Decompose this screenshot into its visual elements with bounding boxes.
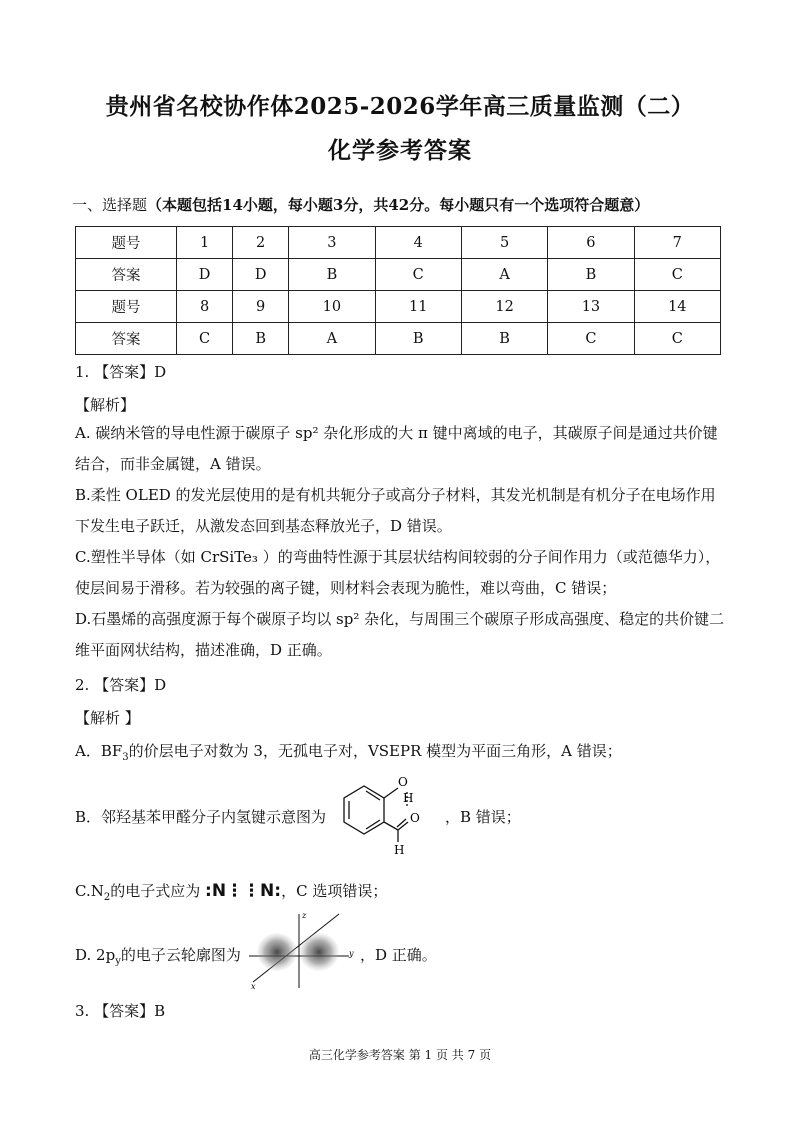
q2-c-post: ，C 选项错误； — [281, 882, 388, 900]
table-cell: 1 — [177, 227, 233, 259]
q1-option-a: A. 碳纳米管的导电性源于碳原子 sp² 杂化形成的大 π 键中离域的电子，其碳原子间是通过共价键结合，而非金属键，A 错误。 — [75, 424, 718, 473]
q1-analysis-label: 【解析】 — [75, 396, 136, 414]
table-cell: A — [461, 259, 547, 291]
table-cell: C — [375, 259, 461, 291]
axis-label-z: z — [302, 911, 307, 920]
table-cell: 6 — [548, 227, 634, 259]
table-row — [76, 323, 721, 355]
q2-b-post: ，B 错误； — [445, 808, 521, 826]
p-orbital-figure — [245, 910, 360, 990]
q1-option-b: B.柔性 OLED 的发光层使用的是有机共轭分子或高分子材料，其发光机制是有机分子在电场作用下发生电子跃迁，从激发态回到基态释放光子，D 错误。 — [75, 486, 716, 535]
table-cell: 5 — [461, 227, 547, 259]
q1-option-c: C.塑性半导体（如 CrSiTe₃ ）的弯曲特性源于其层状结构间较弱的分子间作用力（或范德华力），使层间易于滑移。若为较强的离子键，则材料会表现为脆性，难以弯曲，C 错误； — [75, 548, 721, 597]
q2-option-a — [75, 740, 622, 763]
answer-table — [75, 226, 721, 355]
q2-d-mid: 的电子云轮廓图为 — [120, 946, 241, 964]
table-cell: 14 — [634, 291, 720, 323]
q1-option-d: D.石墨烯的高强度源于每个碳原子均以 sp² 杂化，与周围三个碳原子形成高强度、稳定的共价键二维平面网状结构，描述准确，D 正确。 — [75, 610, 725, 659]
table-cell: 2 — [233, 227, 289, 259]
table-cell: 11 — [375, 291, 461, 323]
axis-label-x: x — [251, 982, 256, 990]
fig-label-o2: O — [410, 811, 420, 825]
page-subtitle: 化学参考答案 — [328, 137, 472, 164]
fig-label-h: H — [403, 791, 414, 805]
page-title: 贵州省名校协作体2025-2026学年高三质量监测（二） — [105, 93, 695, 120]
n2-electron-formula: :N⋮⋮N: — [205, 881, 282, 901]
fig-label-h2: H — [394, 843, 405, 856]
table-row-header: 题号 — [76, 227, 177, 259]
q2-d-pre: D. 2p — [75, 946, 116, 964]
axis-label-y: y — [349, 949, 354, 958]
table-cell: 9 — [233, 291, 289, 323]
table-row — [76, 227, 721, 259]
q2-option-c — [75, 880, 387, 903]
section-heading — [72, 194, 649, 215]
table-row — [76, 291, 721, 323]
table-cell: 10 — [289, 291, 375, 323]
table-cell: 3 — [289, 227, 375, 259]
q2-a-pre: A．BF — [75, 742, 123, 760]
q2-c-sub: 2 — [103, 892, 111, 903]
q2-c-pre: C.N — [75, 882, 104, 900]
table-cell: 8 — [177, 291, 233, 323]
table-row-header: 题号 — [76, 291, 177, 323]
table-cell: A — [289, 323, 375, 355]
q2-d-post: ，D 正确。 — [360, 946, 437, 964]
section-note: （本题包括14小题，每小题3分，共42分。每小题只有一个选项符合题意） — [147, 196, 650, 214]
table-cell: B — [375, 323, 461, 355]
table-row — [76, 259, 721, 291]
q2-c-mid: 的电子式应为 — [110, 882, 201, 900]
table-cell: C — [634, 259, 720, 291]
table-cell: B — [548, 259, 634, 291]
q2-a-sub: 3 — [122, 752, 129, 763]
q2-d-sub: y — [115, 956, 121, 967]
table-cell: C — [177, 323, 233, 355]
salicylaldehyde-structure-figure — [340, 772, 440, 856]
table-cell: 7 — [634, 227, 720, 259]
table-cell: 4 — [375, 227, 461, 259]
q2-b-pre: B．邻羟基苯甲醛分子内氢键示意图为 — [75, 808, 327, 826]
fig-label-o: O — [398, 775, 408, 789]
table-cell: B — [461, 323, 547, 355]
table-cell: 13 — [548, 291, 634, 323]
q2-analysis-label: 【解析 】 — [75, 709, 140, 727]
table-cell: B — [233, 323, 289, 355]
q1-answer: 1. 【答案】D — [75, 363, 167, 381]
table-cell: D — [233, 259, 289, 291]
table-cell: B — [289, 259, 375, 291]
table-row-header: 答案 — [76, 259, 177, 291]
table-cell: C — [634, 323, 720, 355]
q2-a-post: 的价层电子对数为 3，无孤电子对，VSEPR 模型为平面三角形，A 错误； — [128, 742, 622, 760]
q2-answer: 2. 【答案】D — [75, 676, 167, 694]
q3-answer: 3. 【答案】B — [75, 1002, 166, 1020]
q2-option-d — [75, 944, 241, 967]
page-footer: 高三化学参考答案 第 1 页 共 7 页 — [308, 1048, 492, 1062]
table-row-header: 答案 — [76, 323, 177, 355]
q2-option-b — [75, 806, 326, 827]
table-cell: 12 — [461, 291, 547, 323]
table-cell: D — [177, 259, 233, 291]
table-cell: C — [548, 323, 634, 355]
section-label: 一、选择题 — [72, 196, 148, 214]
